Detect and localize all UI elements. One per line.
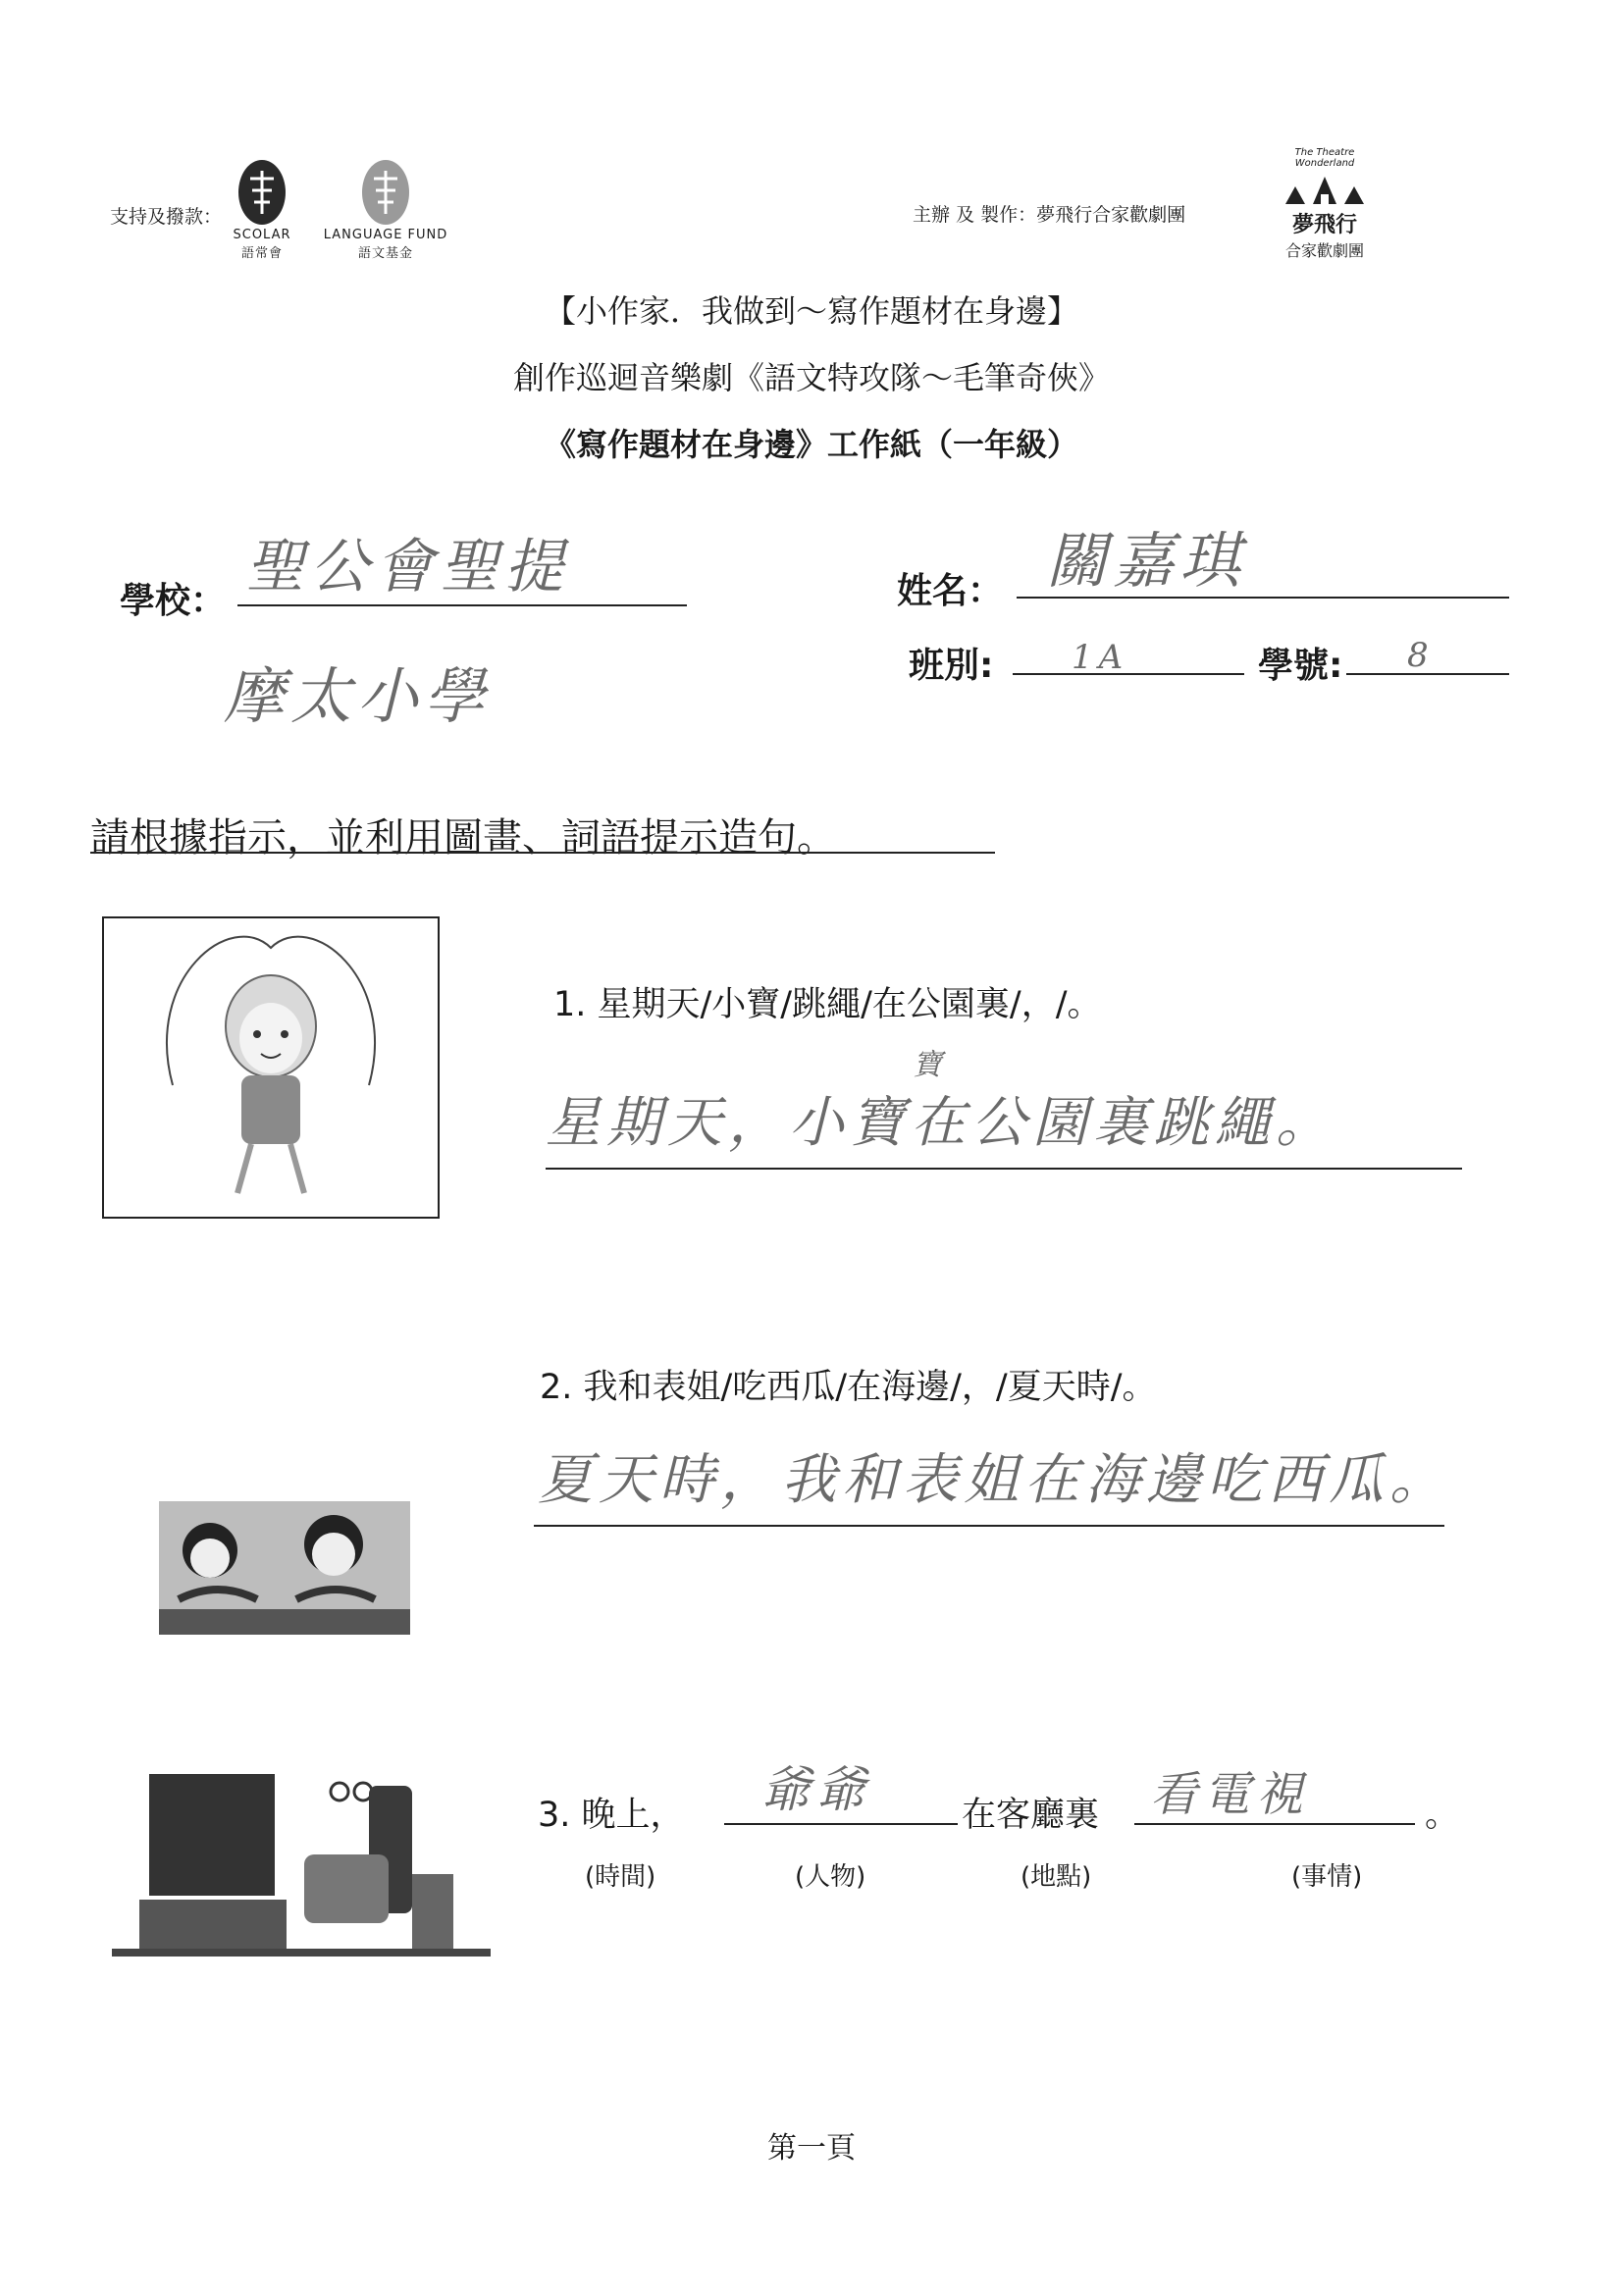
q3-blank-time: 爺爺 [761,1761,871,1818]
school-value-line2: 摩太小學 [224,660,492,732]
castle-icon [1276,169,1374,208]
q3-blank-1-line [724,1823,958,1825]
q3-blank-event: 看電視 [1150,1767,1310,1822]
school-label: 學校： [120,581,227,621]
class-label: 班別: [909,646,994,686]
q2-prompt: 2. 我和表姐/吃西瓜/在海邊/，/夏天時/。 [540,1368,1157,1407]
q1-answer-line [546,1168,1462,1170]
q1-picture [102,916,440,1219]
caption-event: (事情) [1291,1862,1363,1892]
language-fund-logo-text: LANGUAGE FUND [323,228,448,242]
theatre-logo-sub: 合家歡劇團 [1284,241,1364,260]
instruction: 請根據指示，並利用圖畫、詞語提示造句。 [90,815,836,861]
scolar-logo-text: SCOLAR [233,228,291,242]
language-fund-logo [312,157,459,261]
number-value: 8 [1407,636,1435,675]
q3-picture [112,1766,491,1962]
q2-answer: 夏天時，我和表姐在海邊吃西瓜。 [538,1448,1450,1512]
scolar-emblem-icon [233,157,291,228]
page-number: 第一頁 [767,2131,856,2166]
q3-blank-2-line [1134,1823,1415,1825]
q3-middle-text: 在客廳裏 [962,1796,1100,1835]
q1-prompt: 1. 星期天/小寶/跳繩/在公園裏/，/。 [553,985,1102,1024]
school-value-line1: 聖公會聖提 [245,533,569,601]
title-line-1: 【小作家．我做到～寫作題材在身邊】 [544,292,1078,330]
q1-answer: 星期天，小寶在公園裏跳繩。 [546,1091,1336,1155]
language-fund-logo-sub: 語文基金 [357,246,413,261]
q2-picture [159,1501,410,1635]
theatre-logo [1266,147,1384,261]
caption-time: (時間) [585,1862,656,1892]
scolar-logo [218,157,306,261]
number-label: 學號: [1258,646,1343,686]
caption-place: (地點) [1021,1862,1092,1892]
girl-jumping-rope-icon [104,918,438,1217]
support-label: 支持及撥款： [110,206,223,228]
title-line-3: 《寫作題材在身邊》工作紙（一年級） [544,426,1078,463]
school-underline [237,604,687,606]
caption-person: (人物) [795,1862,866,1892]
theatre-logo-zh: 夢飛行 [1291,213,1357,237]
language-fund-emblem-icon [356,157,415,228]
children-eating-watermelon-icon [159,1501,410,1635]
organizer-label: 主辦 及 製作：夢飛行合家歡劇團 [913,204,1186,226]
q1-answer-note: 寶 [913,1048,948,1082]
class-value: 1A [1072,638,1129,677]
name-value: 關嘉琪 [1046,525,1247,597]
name-label: 姓名： [897,571,1004,611]
q3-prompt-prefix: 3. 晚上， [538,1796,685,1835]
q2-answer-line [534,1525,1444,1527]
instruction-underline [90,852,995,854]
scolar-logo-sub: 語常會 [240,246,283,261]
q3-end: 。 [1425,1796,1460,1835]
grandpa-watching-tv-icon [112,1766,491,1962]
title-line-2: 創作巡迴音樂劇《語文特攻隊～毛筆奇俠》 [512,359,1110,396]
theatre-logo-en: The Theatre Wonderland [1294,147,1355,169]
